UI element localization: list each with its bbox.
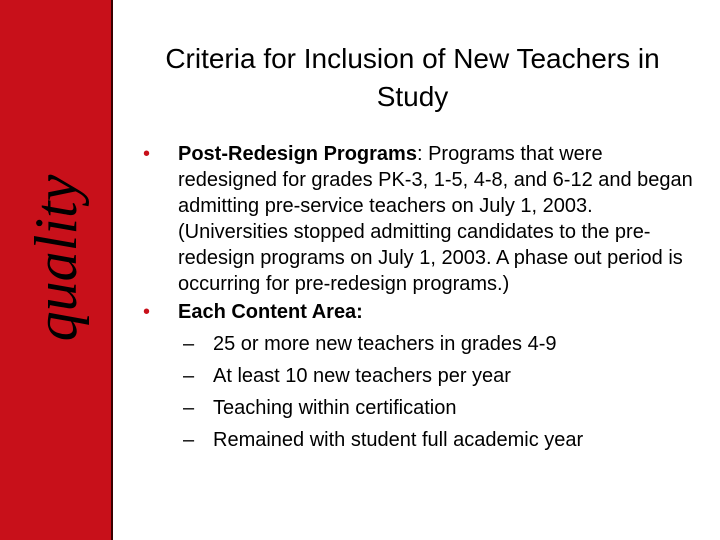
sidebar-word: quality	[23, 174, 89, 342]
sub-item	[140, 363, 700, 389]
sub-item-text: Remained with student full academic year	[213, 429, 584, 451]
bullet-label: Each Content Area:	[178, 301, 363, 323]
dash-marker: –	[183, 333, 195, 355]
sub-item-text: At least 10 new teachers per year	[213, 365, 511, 387]
sub-item	[140, 427, 700, 453]
dash-marker: –	[183, 365, 195, 387]
dash-marker: –	[183, 429, 195, 451]
slide-content	[140, 141, 700, 453]
dash-marker: –	[183, 397, 195, 419]
sidebar-band	[0, 0, 113, 540]
sub-item	[140, 331, 700, 357]
bullet-content-area	[140, 299, 700, 325]
sub-item-text: Teaching within certification	[213, 397, 457, 419]
slide-title: Criteria for Inclusion of New Teachers in Study	[165, 43, 660, 112]
bullet-label: Post-Redesign Programs	[178, 143, 417, 165]
sub-item-text: 25 or more new teachers in grades 4-9	[213, 333, 557, 355]
bullet-marker: •	[143, 301, 151, 323]
sub-item	[140, 395, 700, 421]
bullet-text: : Programs that were redesigned for grades PK-3, 1-5, 4-8, and 6-12 and began admitting pre-service teachers on July 1, 2003. (Universities stopped admitting candidates to the pre-redesign programs on July 1, 2003. A phase out period is occurring for pre-redesign programs.)	[178, 143, 693, 295]
bullet-marker: •	[143, 143, 151, 165]
bullet-post-redesign	[140, 141, 700, 297]
